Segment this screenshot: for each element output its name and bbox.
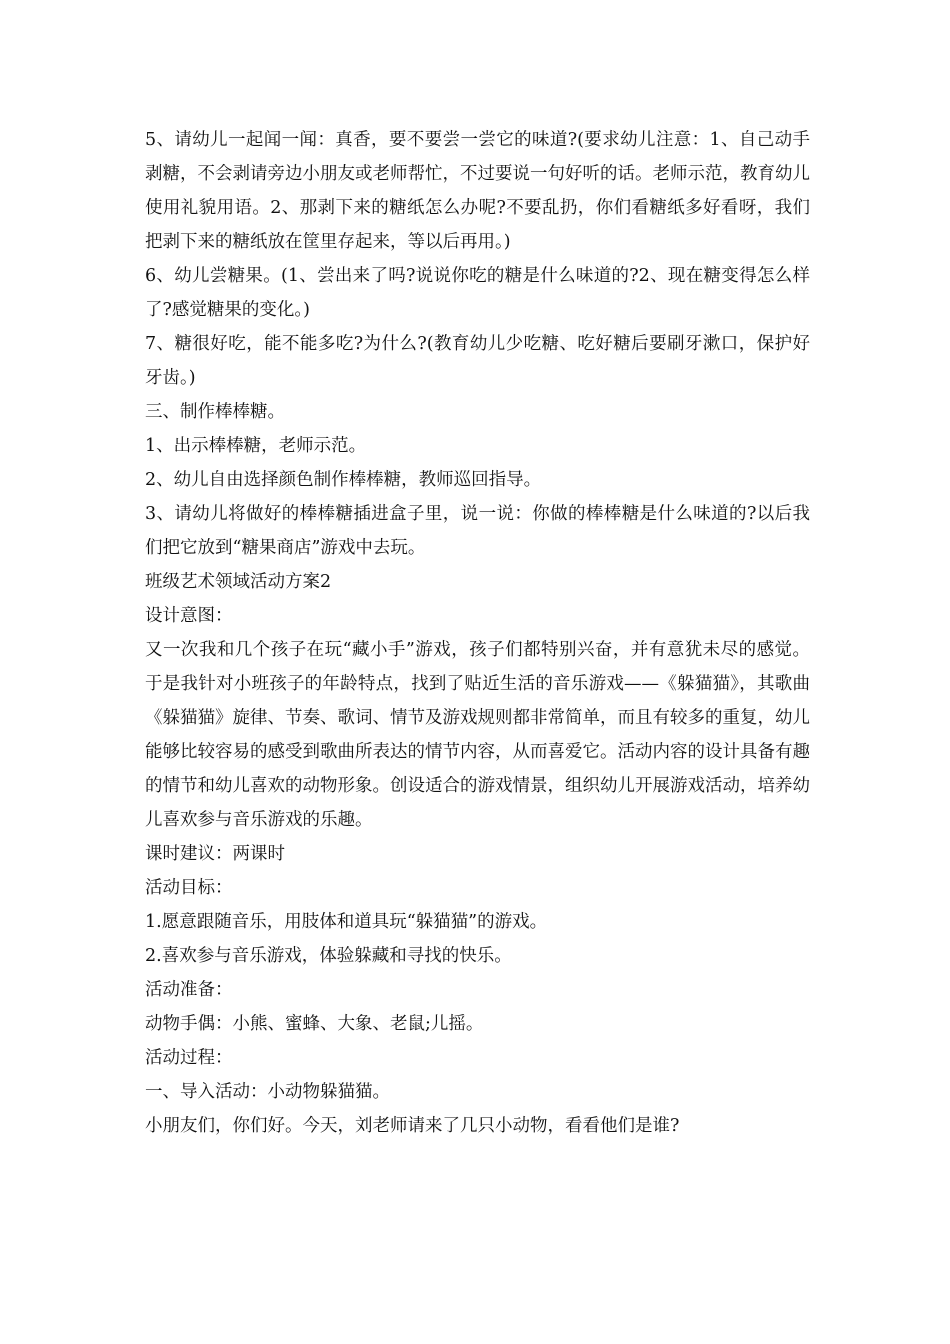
document-page <box>145 123 810 1143</box>
heading-activity-preparation: 活动准备： <box>145 980 233 1000</box>
paragraph-greeting: 小朋友们，你们好。今天，刘老师请来了几只小动物，看看他们是谁? <box>145 1116 680 1136</box>
paragraph-preparation-items: 动物手偶：小熊、蜜蜂、大象、老鼠;儿摇。 <box>145 1014 484 1034</box>
heading-activity-process: 活动过程： <box>145 1048 233 1068</box>
paragraph-lollipop-step-2: 2、幼儿自由选择颜色制作棒棒糖，教师巡回指导。 <box>145 470 542 490</box>
paragraph-goal-2: 2.喜欢参与音乐游戏，体验躲藏和寻找的快乐。 <box>145 946 512 966</box>
heading-design-intent: 设计意图： <box>145 606 233 626</box>
paragraph-lollipop-step-3: 3、请幼儿将做好的棒棒糖插进盒子里，说一说：你做的棒棒糖是什么味道的?以后我们把它放到“糖果商店”游戏中去玩。 <box>145 504 810 558</box>
paragraph-design-intent: 又一次我和几个孩子在玩“藏小手”游戏，孩子们都特别兴奋，并有意犹未尽的感觉。于是我针对小班孩子的年龄特点，找到了贴近生活的音乐游戏——《躲猫猫》，其歌曲《躲猫猫》旋律、节奏、歌词、情节及游戏规则都非常简单，而且有较多的重复，幼儿能够比较容易的感受到歌曲所表达的情节内容，从而喜爱它。活动内容的设计具备有趣的情节和幼儿喜欢的动物形象。创设适合的游戏情景，组织幼儿开展游戏活动，培养幼儿喜欢参与音乐游戏的乐趣。 <box>145 640 810 830</box>
paragraph-lollipop-step-1: 1、出示棒棒糖，老师示范。 <box>145 436 367 456</box>
paragraph-class-hours: 课时建议：两课时 <box>145 844 285 864</box>
paragraph-goal-1: 1.愿意跟随音乐，用肢体和道具玩“躲猫猫”的游戏。 <box>145 912 548 932</box>
plan-title: 班级艺术领域活动方案2 <box>145 572 332 592</box>
paragraph-step-7: 7、糖很好吃，能不能多吃?为什么?(教育幼儿少吃糖、吃好糖后要刷牙漱口，保护好牙齿。) <box>145 334 810 388</box>
paragraph-step-5: 5、请幼儿一起闻一闻：真香，要不要尝一尝它的味道?(要求幼儿注意：1、自己动手剥糖，不会剥请旁边小朋友或老师帮忙，不过要说一句好听的话。老师示范，教育幼儿使用礼貌用语。2、那剥下来的糖纸怎么办呢?不要乱扔，你们看糖纸多好看呀，我们把剥下来的糖纸放在筐里存起来，等以后再用。) <box>145 130 810 252</box>
heading-activity-goals: 活动目标： <box>145 878 233 898</box>
section-heading-make-lollipop: 三、制作棒棒糖。 <box>145 402 285 422</box>
paragraph-process-step-1: 一、导入活动：小动物躲猫猫。 <box>145 1082 390 1102</box>
paragraph-step-6: 6、幼儿尝糖果。(1、尝出来了吗?说说你吃的糖是什么味道的?2、现在糖变得怎么样了?感觉糖果的变化。) <box>145 266 810 320</box>
